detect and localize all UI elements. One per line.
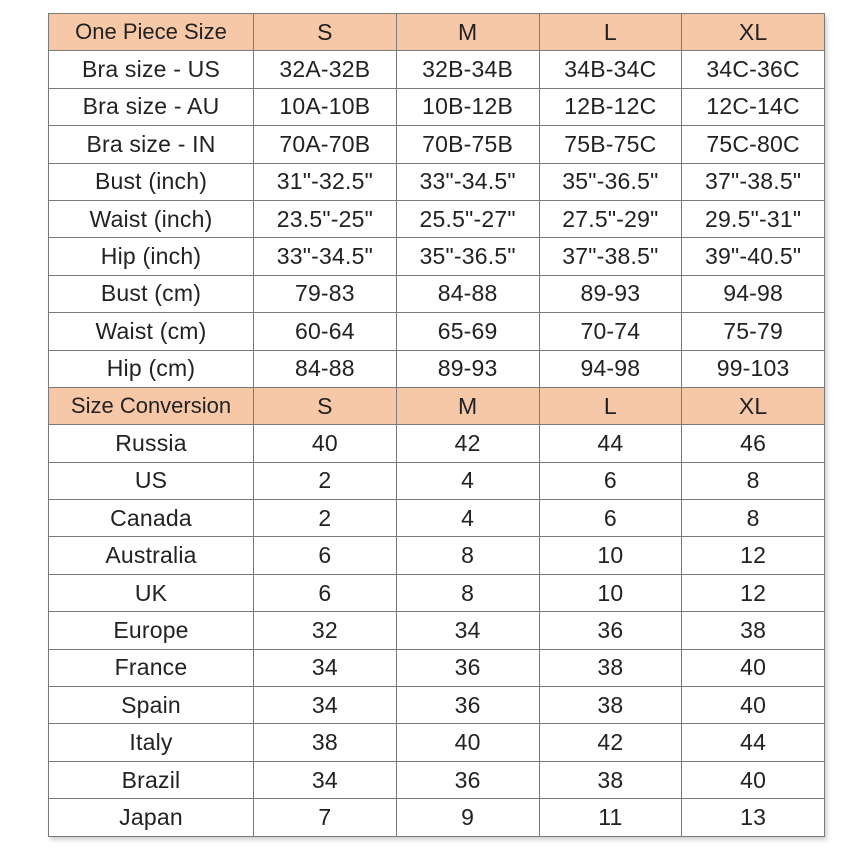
value-cell: 42	[396, 425, 539, 462]
size-chart-body	[49, 14, 825, 837]
value-cell: 35"-36.5"	[396, 238, 539, 275]
size-header-cell: S	[254, 14, 397, 51]
value-cell: 32	[254, 612, 397, 649]
value-cell: 12	[682, 537, 825, 574]
conversion-row	[49, 799, 825, 836]
value-cell: 37"-38.5"	[539, 238, 682, 275]
value-cell: 23.5"-25"	[254, 200, 397, 237]
value-cell: 2	[254, 462, 397, 499]
value-cell: 40	[682, 761, 825, 798]
row-label-cell: Italy	[49, 724, 254, 761]
measurement-row	[49, 350, 825, 387]
header-label-cell: One Piece Size	[49, 14, 254, 51]
value-cell: 29.5"-31"	[682, 200, 825, 237]
value-cell: 31"-32.5"	[254, 163, 397, 200]
value-cell: 9	[396, 799, 539, 836]
row-label-cell: UK	[49, 574, 254, 611]
value-cell: 8	[682, 462, 825, 499]
value-cell: 6	[254, 537, 397, 574]
value-cell: 36	[396, 649, 539, 686]
conversion-row	[49, 425, 825, 462]
measurement-row	[49, 200, 825, 237]
value-cell: 99-103	[682, 350, 825, 387]
header-label-cell: Size Conversion	[49, 387, 254, 424]
measurement-row	[49, 88, 825, 125]
value-cell: 34	[254, 649, 397, 686]
row-label-cell: Bra size - US	[49, 51, 254, 88]
value-cell: 36	[396, 687, 539, 724]
conversion-row	[49, 687, 825, 724]
value-cell: 8	[682, 500, 825, 537]
value-cell: 38	[254, 724, 397, 761]
row-label-cell: Japan	[49, 799, 254, 836]
size-header-cell: M	[396, 14, 539, 51]
value-cell: 33"-34.5"	[254, 238, 397, 275]
value-cell: 79-83	[254, 275, 397, 312]
value-cell: 10A-10B	[254, 88, 397, 125]
row-label-cell: Hip (cm)	[49, 350, 254, 387]
row-label-cell: Canada	[49, 500, 254, 537]
value-cell: 94-98	[539, 350, 682, 387]
value-cell: 70B-75B	[396, 126, 539, 163]
value-cell: 44	[539, 425, 682, 462]
value-cell: 34	[396, 612, 539, 649]
row-label-cell: Bust (cm)	[49, 275, 254, 312]
size-header-cell: XL	[682, 14, 825, 51]
value-cell: 4	[396, 500, 539, 537]
value-cell: 36	[539, 612, 682, 649]
value-cell: 10	[539, 574, 682, 611]
value-cell: 38	[682, 612, 825, 649]
value-cell: 6	[539, 462, 682, 499]
value-cell: 40	[682, 687, 825, 724]
row-label-cell: Russia	[49, 425, 254, 462]
size-header-cell: XL	[682, 387, 825, 424]
conversion-row	[49, 612, 825, 649]
value-cell: 60-64	[254, 313, 397, 350]
value-cell: 12C-14C	[682, 88, 825, 125]
row-label-cell: Bra size - AU	[49, 88, 254, 125]
value-cell: 10B-12B	[396, 88, 539, 125]
value-cell: 25.5"-27"	[396, 200, 539, 237]
value-cell: 2	[254, 500, 397, 537]
row-label-cell: Hip (inch)	[49, 238, 254, 275]
conversion-row	[49, 724, 825, 761]
value-cell: 4	[396, 462, 539, 499]
value-cell: 75C-80C	[682, 126, 825, 163]
conversion-row	[49, 574, 825, 611]
row-label-cell: Europe	[49, 612, 254, 649]
value-cell: 8	[396, 537, 539, 574]
size-header-cell: L	[539, 14, 682, 51]
value-cell: 38	[539, 687, 682, 724]
value-cell: 75B-75C	[539, 126, 682, 163]
value-cell: 39"-40.5"	[682, 238, 825, 275]
conversion-row	[49, 462, 825, 499]
value-cell: 35"-36.5"	[539, 163, 682, 200]
value-cell: 40	[682, 649, 825, 686]
conversion-row	[49, 500, 825, 537]
row-label-cell: Australia	[49, 537, 254, 574]
value-cell: 84-88	[396, 275, 539, 312]
value-cell: 6	[539, 500, 682, 537]
value-cell: 70A-70B	[254, 126, 397, 163]
value-cell: 84-88	[254, 350, 397, 387]
measurement-row	[49, 313, 825, 350]
value-cell: 94-98	[682, 275, 825, 312]
value-cell: 6	[254, 574, 397, 611]
row-label-cell: US	[49, 462, 254, 499]
row-label-cell: France	[49, 649, 254, 686]
row-label-cell: Bust (inch)	[49, 163, 254, 200]
value-cell: 12B-12C	[539, 88, 682, 125]
row-label-cell: Waist (cm)	[49, 313, 254, 350]
value-cell: 34B-34C	[539, 51, 682, 88]
row-label-cell: Brazil	[49, 761, 254, 798]
row-label-cell: Waist (inch)	[49, 200, 254, 237]
measurement-row	[49, 275, 825, 312]
value-cell: 89-93	[539, 275, 682, 312]
value-cell: 34	[254, 687, 397, 724]
value-cell: 32A-32B	[254, 51, 397, 88]
size-conversion-header-row	[49, 387, 825, 424]
conversion-row	[49, 537, 825, 574]
value-cell: 46	[682, 425, 825, 462]
one-piece-size-header-row	[49, 14, 825, 51]
value-cell: 70-74	[539, 313, 682, 350]
measurement-row	[49, 51, 825, 88]
value-cell: 32B-34B	[396, 51, 539, 88]
row-label-cell: Spain	[49, 687, 254, 724]
value-cell: 75-79	[682, 313, 825, 350]
size-header-cell: M	[396, 387, 539, 424]
value-cell: 65-69	[396, 313, 539, 350]
measurement-row	[49, 163, 825, 200]
value-cell: 42	[539, 724, 682, 761]
value-cell: 40	[254, 425, 397, 462]
value-cell: 34	[254, 761, 397, 798]
value-cell: 40	[396, 724, 539, 761]
measurement-row	[49, 126, 825, 163]
value-cell: 44	[682, 724, 825, 761]
measurement-row	[49, 238, 825, 275]
size-header-cell: S	[254, 387, 397, 424]
value-cell: 37"-38.5"	[682, 163, 825, 200]
value-cell: 89-93	[396, 350, 539, 387]
value-cell: 13	[682, 799, 825, 836]
row-label-cell: Bra size - IN	[49, 126, 254, 163]
value-cell: 7	[254, 799, 397, 836]
conversion-row	[49, 761, 825, 798]
conversion-row	[49, 649, 825, 686]
value-cell: 11	[539, 799, 682, 836]
size-chart-table	[48, 13, 825, 837]
value-cell: 10	[539, 537, 682, 574]
value-cell: 36	[396, 761, 539, 798]
value-cell: 34C-36C	[682, 51, 825, 88]
value-cell: 38	[539, 761, 682, 798]
value-cell: 27.5"-29"	[539, 200, 682, 237]
value-cell: 38	[539, 649, 682, 686]
value-cell: 33"-34.5"	[396, 163, 539, 200]
value-cell: 12	[682, 574, 825, 611]
value-cell: 8	[396, 574, 539, 611]
size-header-cell: L	[539, 387, 682, 424]
